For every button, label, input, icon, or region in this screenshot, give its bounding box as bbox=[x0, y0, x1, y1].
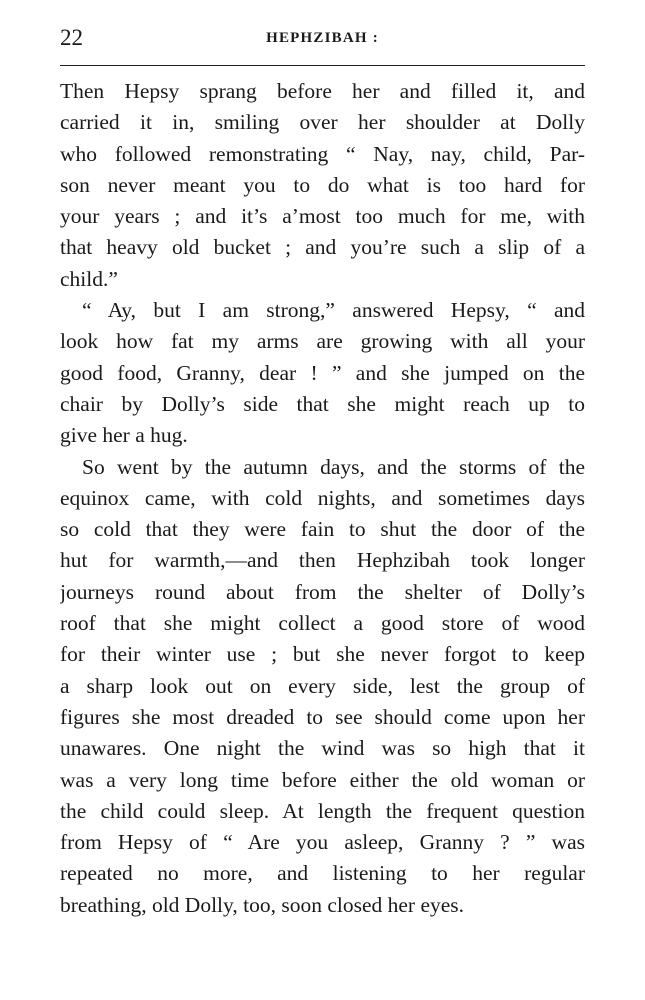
text-line: breathing, old Dolly, too, soon closed her eyes. bbox=[60, 892, 465, 917]
text-line: So went by the autumn days, and the storms of the bbox=[82, 454, 585, 479]
paragraph bbox=[60, 76, 585, 295]
text-line: who followed remonstrating “ Nay, nay, child, Par- bbox=[60, 141, 585, 166]
text-line: equinox came, with cold nights, and sometimes days bbox=[60, 485, 585, 510]
text-line: was a very long time before either the old woman or bbox=[60, 767, 585, 792]
paragraph bbox=[60, 295, 585, 451]
text-line: look how fat my arms are growing with all your bbox=[60, 329, 585, 354]
text-line: “ Ay, but I am strong,” answered Hepsy, “ and bbox=[82, 298, 585, 323]
text-line: a sharp look out on every side, lest the group of bbox=[60, 673, 585, 698]
text-line: your years ; and it’s a’most too much for me, with bbox=[60, 204, 585, 229]
paragraph bbox=[60, 452, 585, 921]
text-line: roof that she might collect a good store of wood bbox=[60, 611, 585, 636]
text-line: hut for warmth,—and then Hephzibah took longer bbox=[60, 548, 585, 573]
running-title: HEPHZIBAH : bbox=[266, 30, 379, 46]
text-line: the child could sleep. At length the frequent question bbox=[60, 798, 585, 823]
body-text bbox=[60, 76, 585, 921]
page-number: 22 bbox=[60, 25, 83, 50]
text-line: from Hepsy of “ Are you asleep, Granny ? ” was bbox=[60, 830, 585, 855]
text-line: son never meant you to do what is too hard for bbox=[60, 172, 585, 197]
text-line: for their winter use ; but she never forgot to keep bbox=[60, 642, 585, 667]
text-line: that heavy old bucket ; and you’re such a slip of a bbox=[60, 235, 585, 260]
text-line: journeys round about from the shelter of Dolly’s bbox=[60, 579, 585, 604]
text-line: so cold that they were fain to shut the door of the bbox=[60, 517, 585, 542]
text-line: carried it in, smiling over her shoulder at Dolly bbox=[60, 110, 585, 135]
text-line: repeated no more, and listening to her regular bbox=[60, 861, 585, 886]
text-line: figures she most dreaded to see should come upon her bbox=[60, 704, 585, 729]
text-line: chair by Dolly’s side that she might reach up to bbox=[60, 391, 585, 416]
text-line: good food, Granny, dear ! ” and she jumped on the bbox=[60, 360, 585, 385]
text-line: child.” bbox=[60, 266, 118, 291]
text-line: give her a hug. bbox=[60, 423, 188, 448]
header-rule bbox=[60, 65, 585, 66]
running-head bbox=[60, 22, 585, 52]
text-line: unawares. One night the wind was so high that it bbox=[60, 736, 585, 761]
text-line: Then Hepsy sprang before her and filled it, and bbox=[60, 79, 585, 103]
